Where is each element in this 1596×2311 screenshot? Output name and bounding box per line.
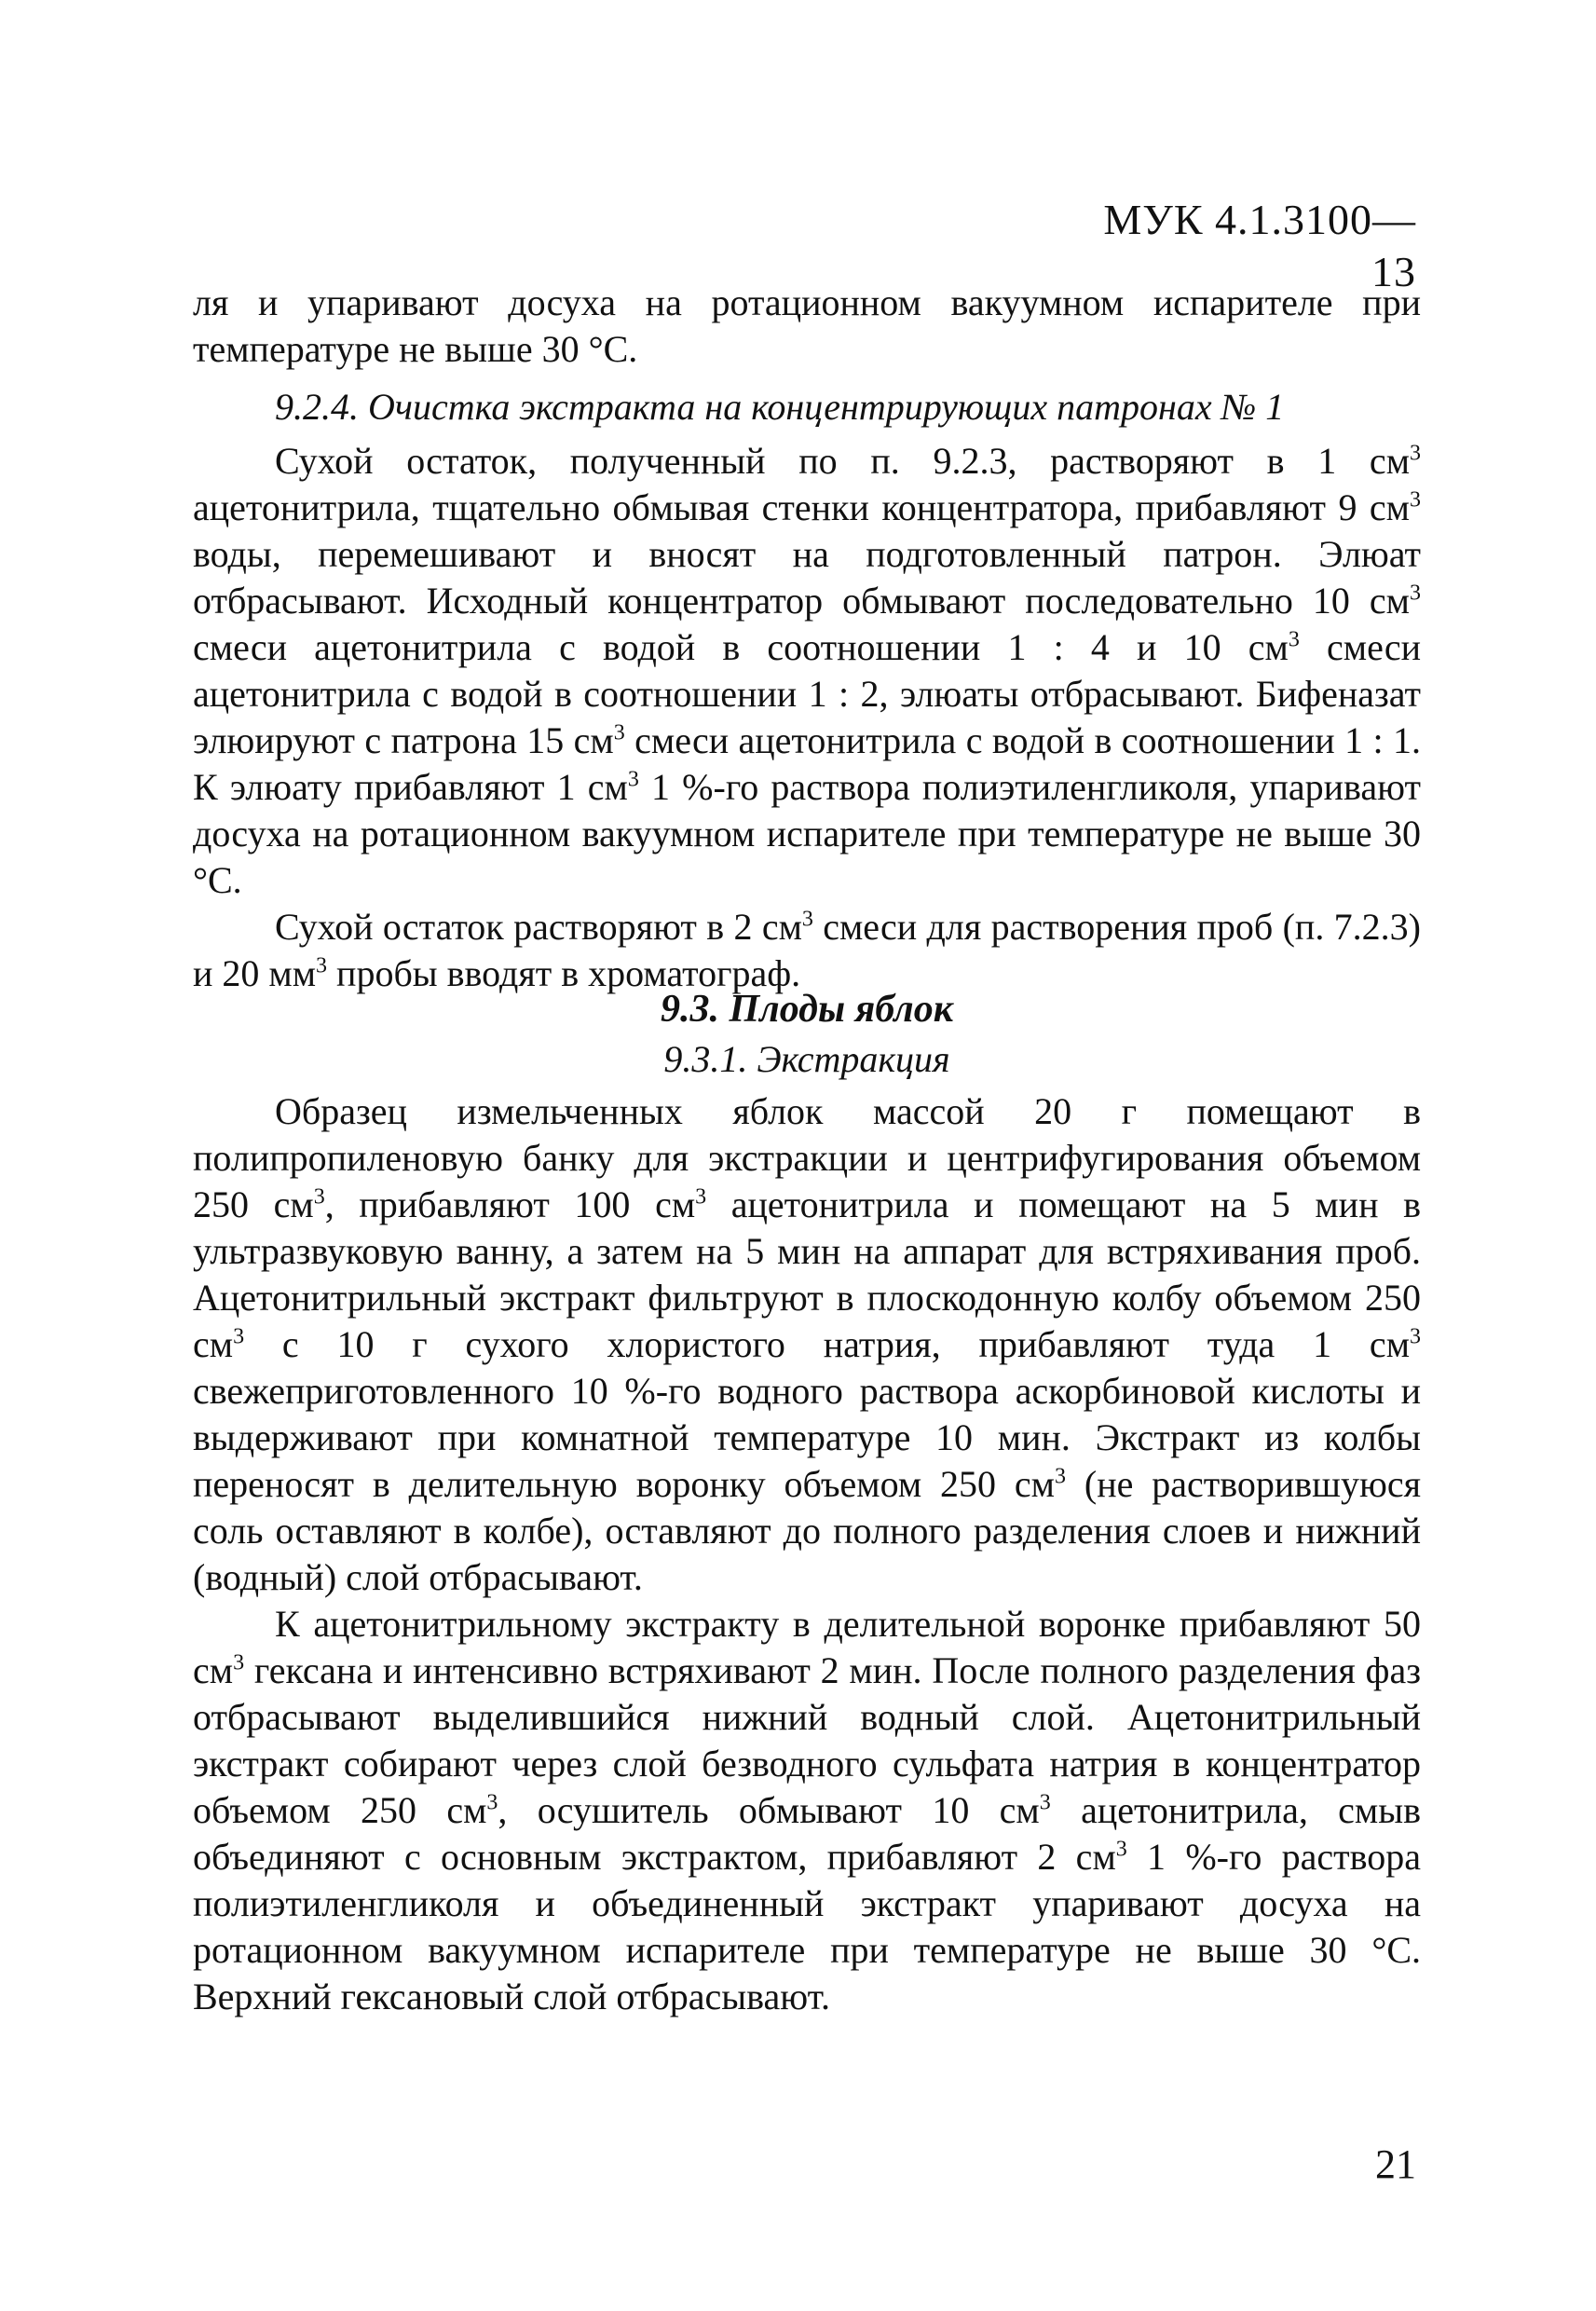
- page-number: 21: [1375, 2141, 1416, 2187]
- section-9-3-1-body: [193, 1088, 1421, 2020]
- section-subtitle-9-3-1: 9.3.1. Экстракция: [663, 1038, 950, 1080]
- paragraph-dissolve-residue: Сухой остаток растворяют в 2 $см^3$ смеси для растворения проб (п. 7.2.3) и 20 $мм^3$ пробы вводят в хроматограф.: [193, 906, 1421, 994]
- continuation-paragraph: [193, 280, 1421, 373]
- paragraph-apple-extraction: Образец измельченных яблок массой 20 г помещают в полипропиленовую банку для экстракции и центрифугирования объемом 250 $см^3$, прибавляют 100 $см^3$ ацетонитрила и помещают на 5 мин в ультразвуковую ванну, а затем на 5 мин на аппарат для встряхивания проб. Ацетонитрильный экстракт фильтруют в плоскодонную колбу объемом 250 $см^3$ с 10 г сухого хлористого натрия, прибавляют туда 1 $см^3$ свежеприготовленного 10 %-го водного раствора аскорбиновой кислоты и выдерживают при комнатной температуре 10 мин. Экстракт из колбы переносят в делительную воронку объемом 250 $см^3$ (не растворившуюся соль оставляют в колбе), оставляют до полного разделения слоев и нижний (водный) слой отбрасывают.: [193, 1090, 1421, 1598]
- paragraph-text: ля и упаривают досуха на ротационном вакуумном испарителе при температуре не выше 30 °С.: [193, 281, 1421, 370]
- paragraph-hexane-partition: К ацетонитрильному экстракту в делительной воронке прибавляют 50 $см^3$ гексана и интенсивно встряхивают 2 мин. После полного разделения фаз отбрасывают выделившийся нижний водный слой. Ацетонитрильный экстракт собирают через слой безводного сульфата натрия в концентратор объемом 250 $см^3$, осушитель обмывают 10 $см^3$ ацетонитрила, смыв объединяют с основным экстрактом, прибавляют 2 $см^3$ 1 %-го раствора полиэтиленгликоля и объединенный экстракт упаривают досуха на ротационном вакуумном испарителе при температуре не выше 30 °С. Верхний гексановый слой отбрасывают.: [193, 1603, 1422, 2017]
- section-title-9-3: 9.3. Плоды яблок: [660, 988, 954, 1031]
- paragraph-cartridge-cleanup: Сухой остаток, полученный по п. 9.2.3, растворяют в 1 $см^3$ ацетонитрила, тщательно обмывая стенки концентратора, прибавляют 9 $см^3$ воды, перемешивают и вносят на подготовленный патрон. Элюат отбрасывают. Исходный концентратор обмывают последовательно 10 $см^3$ смеси ацетонитрила с водой в соотношении 1 : 4 и 10 $см^3$ смеси ацетонитрила с водой в соотношении 1 : 2, элюаты отбрасывают. Бифеназат элюируют с патрона 15 $см^3$ смеси ацетонитрила с водой в соотношении 1 : 1. К элюату прибавляют 1 $см^3$ 1 %-го раствора полиэтиленгликоля, упаривают досуха на ротационном вакуумном испарителе при температуре не выше 30 °С.: [193, 440, 1422, 901]
- section-heading-9-2-4: 9.2.4. Очистка экстракта на концентрирующих патронах № 1: [275, 386, 1285, 428]
- section-9-2-4-body: [193, 438, 1421, 997]
- document-code-header: МУК 4.1.3100—13: [1103, 196, 1416, 295]
